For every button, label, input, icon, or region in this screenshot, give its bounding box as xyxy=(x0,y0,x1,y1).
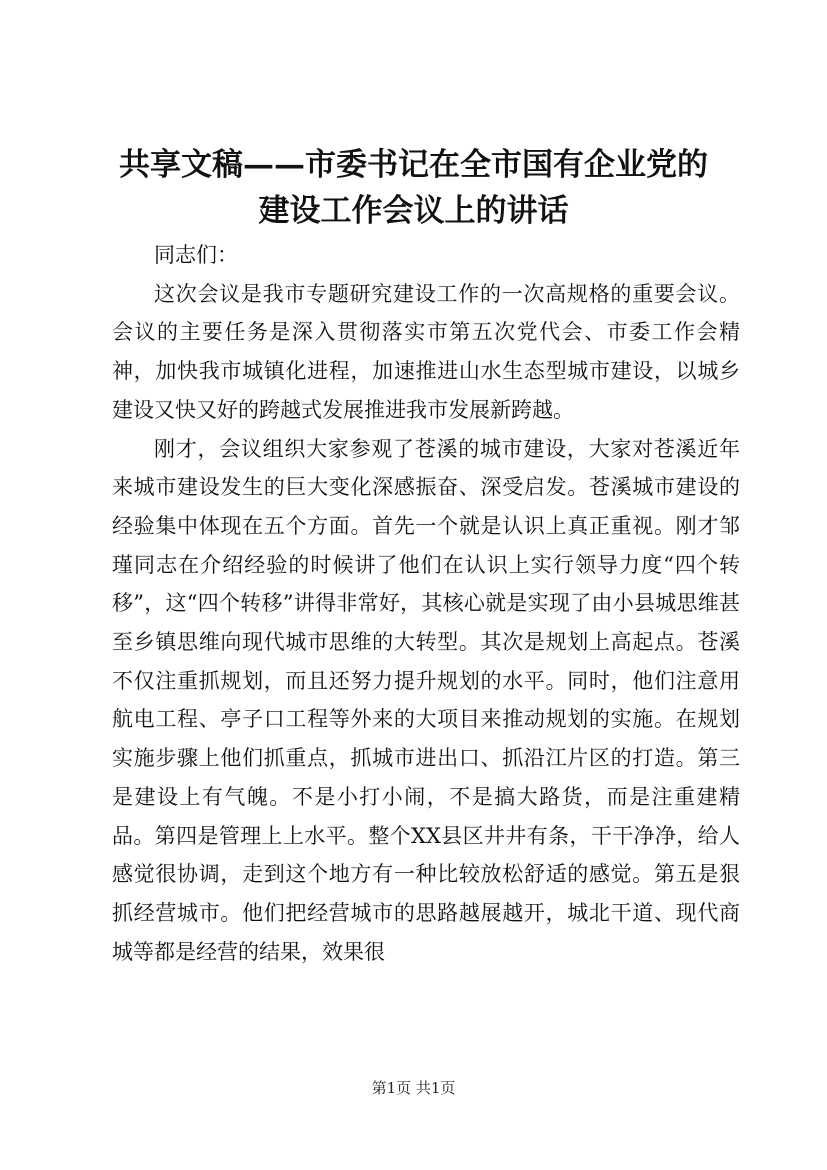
document-title: 共享文稿——市委书记在全市国有企业党的建设工作会议上的讲话 xyxy=(119,147,708,229)
body-paragraph: 这次会议是我市专题研究建设工作的一次高规格的重要会议。会议的主要任务是深入贯彻落实市第五次党代会、市委工作会精神，加快我市城镇化进程，加速推进山水生态型城市建设，以城乡建设又快又好的跨越式发展推进我市发展新跨越。 xyxy=(112,281,740,422)
salutation-paragraph: 同志们： xyxy=(154,243,238,267)
page-footer: 第1页 共1页 xyxy=(371,1079,456,1097)
body-paragraph: 刚才，会议组织大家参观了苍溪的城市建设，大家对苍溪近年来城市建设发生的巨大变化深感振奋、深受启发。苍溪城市建设的经验集中体现在五个方面。首先一个就是认识上真正重视。刚才邹瑾同志在介绍经验的时候讲了他们在认识上实行领导力度“四个转移”，这“四个转移”讲得非常好，其核心就是实现了由小县城思维甚至乡镇思维向现代城市思维的大转型。其次是规划上高起点。苍溪不仅注重抓规划，而且还努力提升规划的水平。同时，他们注意用航电工程、亭子口工程等外来的大项目来推动规划的实施。在规划实施步骤上他们抓重点，抓城市进出口、抓沿江片区的打造。第三是建设上有气魄。不是小打小闹，不是搞大路货，而是注重建精品。第四是管理上上水平。整个XX县区井井有条，干干净净，给人感觉很协调，走到这个地方有一种比较放松舒适的感觉。第五是狠抓经营城市。他们把经营城市的思路越展越开，城北干道、现代商城等都是经营的结果，效果很 xyxy=(112,436,740,964)
document-body xyxy=(112,236,740,971)
